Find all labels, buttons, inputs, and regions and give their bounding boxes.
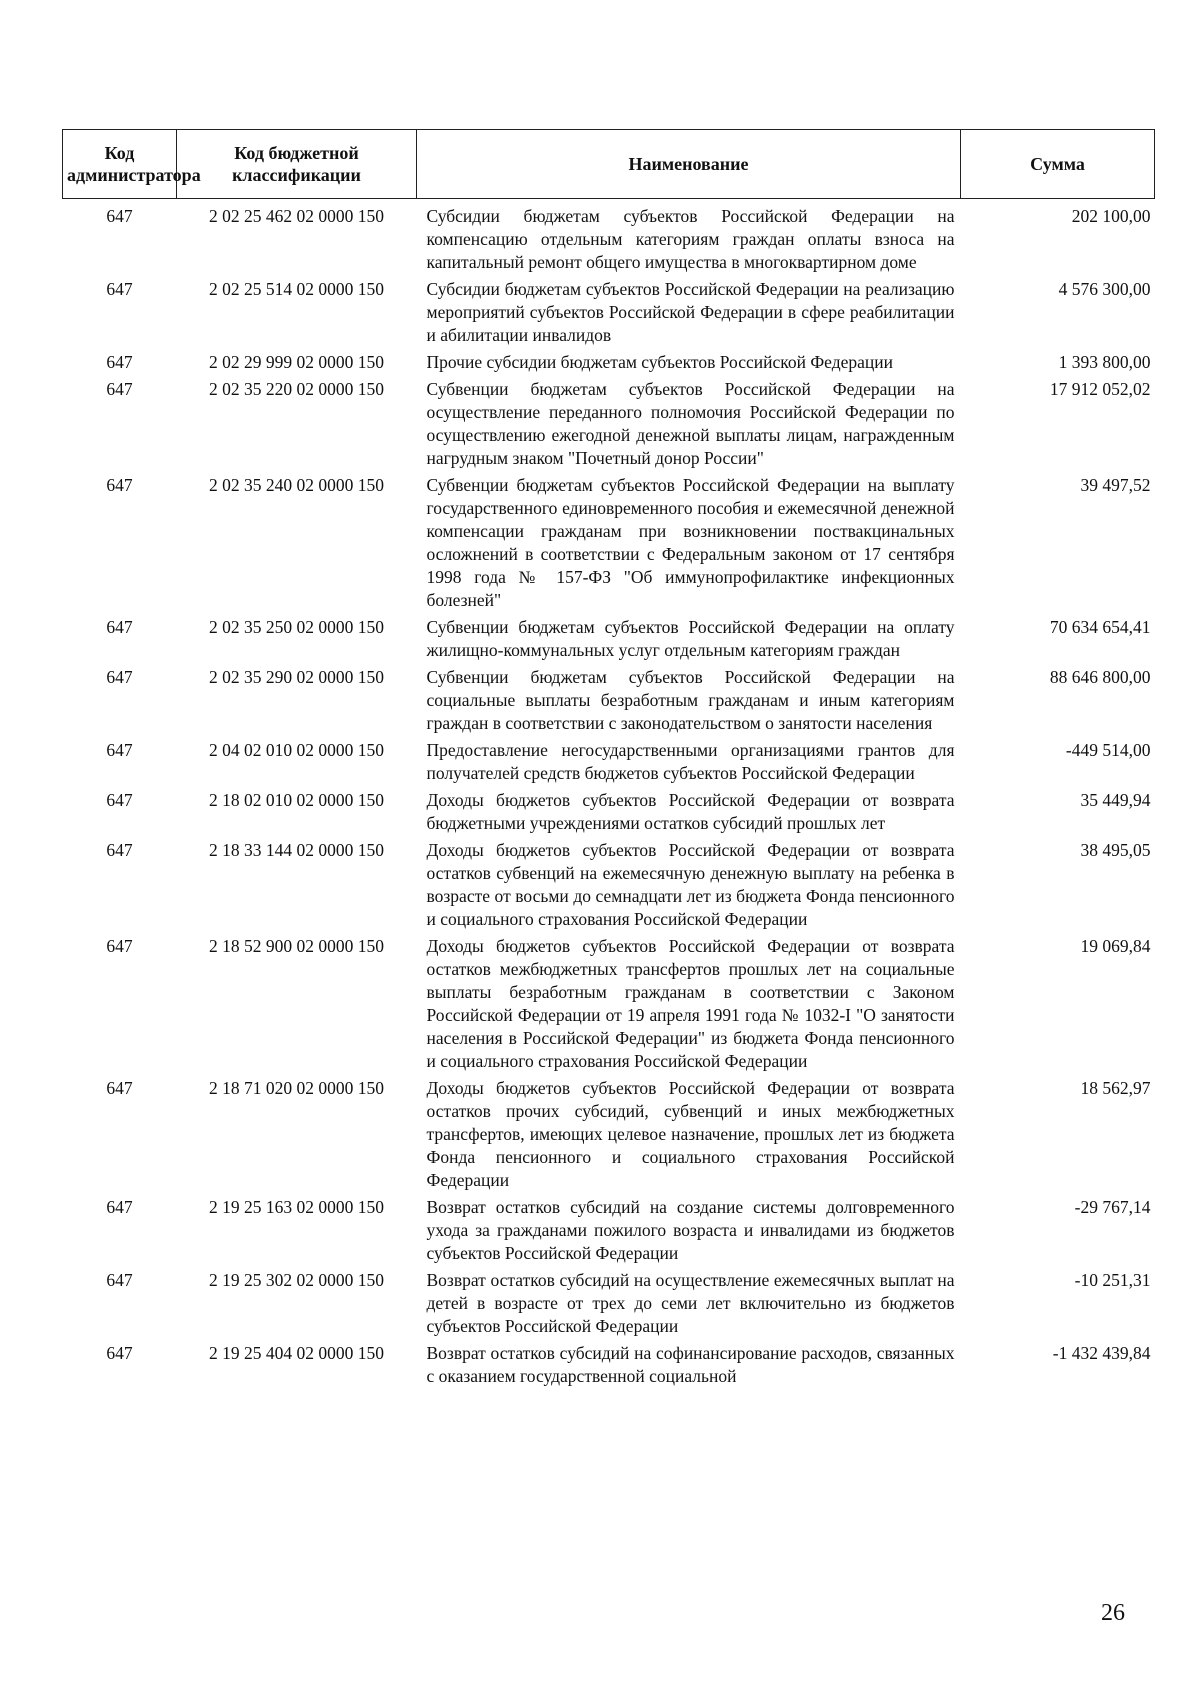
cell-code: 2 02 29 999 02 0000 150	[209, 352, 384, 372]
cell-name: Субвенции бюджетам субъектов Российской Федерации на осуществление переданного полномочия Российской Федерации по осуществлению ежегодной денежной выплаты лицам, награжденным нагрудным знаком "Почетный донор России"	[426, 379, 955, 468]
cell-code: 2 19 25 404 02 0000 150	[209, 1343, 384, 1363]
cell-name: Прочие субсидии бюджетам субъектов Российской Федерации	[426, 352, 893, 372]
cell-code: 2 02 35 220 02 0000 150	[209, 379, 384, 399]
cell-sum: 17 912 052,02	[1049, 379, 1151, 399]
table-row	[63, 1338, 1155, 1388]
header-admin: Код администратора	[63, 130, 177, 199]
cell-sum: -1 432 439,84	[1052, 1343, 1151, 1363]
table-row	[63, 931, 1155, 1073]
header-name: Наименование	[417, 130, 961, 199]
cell-name: Субвенции бюджетам субъектов Российской Федерации на оплату жилищно-коммунальных услуг отдельным категориям граждан	[426, 617, 955, 660]
cell-admin: 647	[106, 1197, 133, 1217]
cell-admin: 647	[106, 1343, 133, 1363]
cell-code: 2 04 02 010 02 0000 150	[209, 740, 384, 760]
table-header	[63, 130, 1155, 199]
cell-code: 2 18 02 010 02 0000 150	[209, 790, 384, 810]
cell-name: Возврат остатков субсидий на создание системы долговременного ухода за гражданами пожилого возраста и инвалидами из бюджетов субъектов Российской Федерации	[426, 1197, 955, 1263]
cell-sum: -29 767,14	[1074, 1197, 1151, 1217]
cell-sum: 1 393 800,00	[1058, 352, 1151, 372]
cell-name: Субвенции бюджетам субъектов Российской Федерации на выплату государственного единовременного пособия и ежемесячной денежной компенсации гражданам при возникновении поствакцинальных осложнений в соответствии с Федеральным законом от 17 сентября 1998 года № 157-ФЗ "Об иммунопрофилактике инфекционных болезней"	[426, 475, 955, 610]
cell-admin: 647	[106, 740, 133, 760]
cell-sum: 18 562,97	[1080, 1078, 1151, 1098]
cell-admin: 647	[106, 840, 133, 860]
cell-name: Возврат остатков субсидий на софинансирование расходов, связанных с оказанием государственной социальной	[426, 1343, 955, 1386]
cell-name: Доходы бюджетов субъектов Российской Федерации от возврата остатков межбюджетных трансфертов прошлых лет на социальные выплаты безработным гражданам в соответствии с Законом Российской Федерации от 19 апреля 1991 года № 1032-I "О занятости населения в Российской Федерации" из бюджета Фонда пенсионного и социального страхования Российской Федерации	[426, 936, 955, 1071]
cell-code: 2 18 71 020 02 0000 150	[209, 1078, 384, 1098]
cell-code: 2 18 33 144 02 0000 150	[209, 840, 384, 860]
table-row	[63, 1073, 1155, 1192]
cell-sum: 19 069,84	[1080, 936, 1151, 956]
cell-admin: 647	[106, 206, 133, 226]
table-body	[63, 199, 1155, 1389]
cell-admin: 647	[106, 1078, 133, 1098]
table-row	[63, 470, 1155, 612]
cell-sum: 202 100,00	[1071, 206, 1151, 226]
table-row	[63, 662, 1155, 735]
cell-code: 2 02 35 240 02 0000 150	[209, 475, 384, 495]
cell-sum: 38 495,05	[1080, 840, 1151, 860]
cell-code: 2 02 25 462 02 0000 150	[209, 206, 384, 226]
cell-admin: 647	[106, 352, 133, 372]
table-row	[63, 1192, 1155, 1265]
table-row	[63, 835, 1155, 931]
cell-sum: 88 646 800,00	[1049, 667, 1151, 687]
header-code: Код бюджетной классификации	[177, 130, 417, 199]
cell-name: Доходы бюджетов субъектов Российской Федерации от возврата остатков прочих субсидий, субвенций и иных межбюджетных трансфертов, имеющих целевое назначение, прошлых лет из бюджета Фонда пенсионного и социального страхования Российской Федерации	[426, 1078, 955, 1190]
cell-sum: -449 514,00	[1065, 740, 1151, 760]
cell-code: 2 02 25 514 02 0000 150	[209, 279, 384, 299]
cell-name: Субвенции бюджетам субъектов Российской Федерации на социальные выплаты безработным гражданам и иным категориям граждан в соответствии с законодательством о занятости населения	[426, 667, 955, 733]
cell-admin: 647	[106, 667, 133, 687]
cell-name: Предоставление негосударственными организациями грантов для получателей средств бюджетов субъектов Российской Федерации	[426, 740, 955, 783]
cell-sum: 4 576 300,00	[1058, 279, 1151, 299]
cell-code: 2 18 52 900 02 0000 150	[209, 936, 384, 956]
table-row	[63, 199, 1155, 275]
table-row	[63, 347, 1155, 374]
cell-sum: 70 634 654,41	[1049, 617, 1151, 637]
cell-name: Возврат остатков субсидий на осуществление ежемесячных выплат на детей в возрасте от трех до семи лет включительно из бюджетов субъектов Российской Федерации	[426, 1270, 955, 1336]
cell-sum: 39 497,52	[1080, 475, 1151, 495]
cell-admin: 647	[106, 790, 133, 810]
page-number: 26	[1101, 1600, 1125, 1626]
cell-code: 2 19 25 302 02 0000 150	[209, 1270, 384, 1290]
cell-name: Субсидии бюджетам субъектов Российской Федерации на компенсацию отдельным категориям граждан оплаты взноса на капитальный ремонт общего имущества в многоквартирном доме	[426, 206, 955, 272]
cell-name: Субсидии бюджетам субъектов Российской Федерации на реализацию мероприятий субъектов Российской Федерации в сфере реабилитации и абилитации инвалидов	[426, 279, 955, 345]
header-sum: Сумма	[961, 130, 1155, 199]
cell-code: 2 02 35 290 02 0000 150	[209, 667, 384, 687]
cell-code: 2 02 35 250 02 0000 150	[209, 617, 384, 637]
cell-admin: 647	[106, 1270, 133, 1290]
cell-name: Доходы бюджетов субъектов Российской Федерации от возврата бюджетными учреждениями остатков субсидий прошлых лет	[426, 790, 955, 833]
table-row	[63, 785, 1155, 835]
cell-sum: -10 251,31	[1074, 1270, 1151, 1290]
cell-name: Доходы бюджетов субъектов Российской Федерации от возврата остатков субвенций на ежемесячную денежную выплату на ребенка в возрасте от восьми до семнадцати лет из бюджета Фонда пенсионного и социального страхования Российской Федерации	[426, 840, 955, 929]
cell-admin: 647	[106, 379, 133, 399]
cell-admin: 647	[106, 617, 133, 637]
cell-sum: 35 449,94	[1080, 790, 1151, 810]
table-row	[63, 735, 1155, 785]
table-row	[63, 1265, 1155, 1338]
table-row	[63, 612, 1155, 662]
cell-code: 2 19 25 163 02 0000 150	[209, 1197, 384, 1217]
table-row	[63, 374, 1155, 470]
cell-admin: 647	[106, 936, 133, 956]
budget-table	[62, 129, 1155, 1388]
table-row	[63, 274, 1155, 347]
cell-admin: 647	[106, 279, 133, 299]
cell-admin: 647	[106, 475, 133, 495]
